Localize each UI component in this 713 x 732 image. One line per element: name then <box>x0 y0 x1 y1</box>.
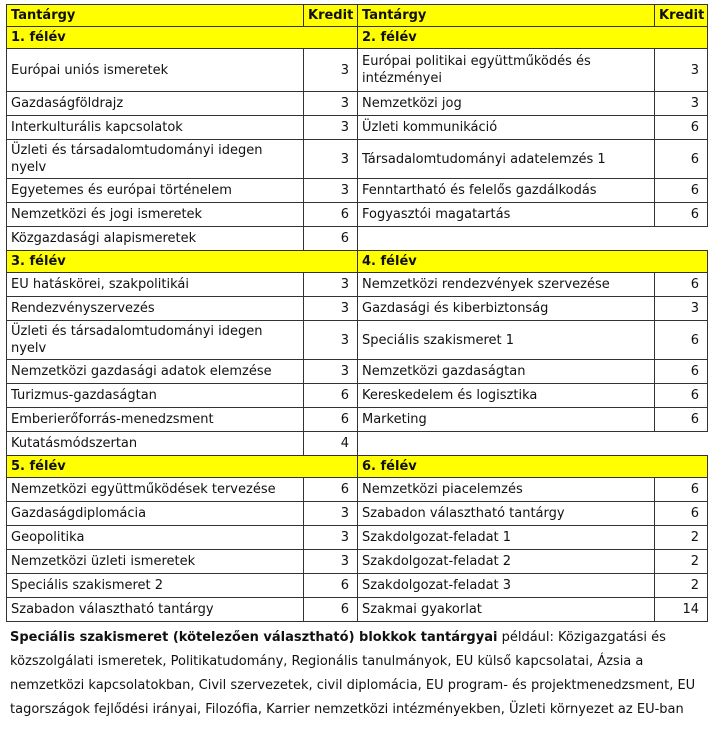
course-name: Speciális szakismeret 2 <box>7 574 304 598</box>
table-row <box>7 432 708 456</box>
course-credit: 6 <box>655 502 708 526</box>
table-row <box>7 297 708 321</box>
semester-title-row <box>7 251 708 273</box>
course-credit: 3 <box>304 360 358 384</box>
header-credit-left: Kredit <box>304 5 358 27</box>
course-name: Turizmus-gazdaságtan <box>7 384 304 408</box>
table-row <box>7 203 708 227</box>
course-credit: 3 <box>304 179 358 203</box>
course-credit: 6 <box>655 321 708 360</box>
course-credit: 6 <box>304 384 358 408</box>
table-row <box>7 273 708 297</box>
course-credit: 2 <box>655 526 708 550</box>
table-row <box>7 502 708 526</box>
empty-cell <box>358 432 708 456</box>
course-name: Üzleti kommunikáció <box>358 116 655 140</box>
table-row <box>7 227 708 251</box>
course-credit: 3 <box>655 297 708 321</box>
course-credit: 6 <box>304 574 358 598</box>
course-name: Nemzetközi és jogi ismeretek <box>7 203 304 227</box>
empty-cell <box>358 227 708 251</box>
course-credit: 3 <box>304 502 358 526</box>
course-name: Geopolitika <box>7 526 304 550</box>
course-credit: 6 <box>304 408 358 432</box>
course-credit: 6 <box>304 227 358 251</box>
header-credit-right: Kredit <box>655 5 708 27</box>
course-name: Nemzetközi jog <box>358 92 655 116</box>
curriculum-table <box>6 4 708 622</box>
course-credit: 6 <box>655 273 708 297</box>
course-credit: 3 <box>304 526 358 550</box>
semester-title-left: 1. félév <box>7 27 358 49</box>
course-name: Fenntartható és felelős gazdálkodás <box>358 179 655 203</box>
course-credit: 3 <box>304 297 358 321</box>
table-row <box>7 408 708 432</box>
course-name: Kereskedelem és logisztika <box>358 384 655 408</box>
course-name: Fogyasztói magatartás <box>358 203 655 227</box>
course-credit: 6 <box>304 478 358 502</box>
course-credit: 6 <box>304 203 358 227</box>
course-name: Kutatásmódszertan <box>7 432 304 456</box>
semester-title-row <box>7 456 708 478</box>
course-name: Rendezvényszervezés <box>7 297 304 321</box>
course-name: Üzleti és társadalomtudományi idegen nyelv <box>7 321 304 360</box>
note-text: : Közigazgatási és közszolgálati ismeretek, Politikatudomány, Regionális tanulmányok, EU külső kapcsolatai, Ázsia a nemzetközi kapcsolatokban, Civil szervezetek, civil diplomácia, EU program- és projektmenedzsment, EU tagországok fejlődési irányai, Filozófia, Karrier nemzetközi intézményekben, Üzleti környezet az EU-ban <box>10 630 696 717</box>
course-name: Egyetemes és európai történelem <box>7 179 304 203</box>
course-name: Szakdolgozat-feladat 1 <box>358 526 655 550</box>
table-row <box>7 598 708 622</box>
semester-title-left: 5. félév <box>7 456 358 478</box>
table-row <box>7 384 708 408</box>
semester-title-right: 6. félév <box>358 456 708 478</box>
course-name: Szakdolgozat-feladat 2 <box>358 550 655 574</box>
semester-title-left: 3. félév <box>7 251 358 273</box>
course-name: Nemzetközi rendezvények szervezése <box>358 273 655 297</box>
table-header-row <box>7 5 708 27</box>
course-credit: 6 <box>655 140 708 179</box>
header-subject-right: Tantárgy <box>358 5 655 27</box>
table-row <box>7 116 708 140</box>
course-credit: 3 <box>304 321 358 360</box>
course-name: Nemzetközi piacelemzés <box>358 478 655 502</box>
course-name: Közgazdasági alapismeretek <box>7 227 304 251</box>
course-credit: 4 <box>304 432 358 456</box>
course-name: Szabadon választható tantárgy <box>7 598 304 622</box>
table-row <box>7 49 708 92</box>
course-credit: 3 <box>304 273 358 297</box>
course-name: Szabadon választható tantárgy <box>358 502 655 526</box>
curriculum-table-body <box>7 5 708 622</box>
semester-title-right: 4. félév <box>358 251 708 273</box>
course-name: Üzleti és társadalomtudományi idegen nyelv <box>7 140 304 179</box>
course-name: Gazdaságdiplomácia <box>7 502 304 526</box>
course-credit: 2 <box>655 550 708 574</box>
course-credit: 6 <box>655 360 708 384</box>
course-credit: 6 <box>655 384 708 408</box>
course-name: Gazdaságföldrajz <box>7 92 304 116</box>
course-name: Speciális szakismeret 1 <box>358 321 655 360</box>
course-name: Európai uniós ismeretek <box>7 49 304 92</box>
note-example-word: például <box>501 630 550 645</box>
course-name: Interkulturális kapcsolatok <box>7 116 304 140</box>
course-name: Nemzetközi gazdasági adatok elemzése <box>7 360 304 384</box>
table-row <box>7 179 708 203</box>
table-row <box>7 574 708 598</box>
course-name: Nemzetközi üzleti ismeretek <box>7 550 304 574</box>
course-credit: 2 <box>655 574 708 598</box>
course-name: Nemzetközi együttműködések tervezése <box>7 478 304 502</box>
course-name: Gazdasági és kiberbiztonság <box>358 297 655 321</box>
course-name: EU hatáskörei, szakpolitikái <box>7 273 304 297</box>
table-row <box>7 360 708 384</box>
semester-title-row <box>7 27 708 49</box>
course-credit: 3 <box>304 550 358 574</box>
course-name: Szakdolgozat-feladat 3 <box>358 574 655 598</box>
table-row <box>7 140 708 179</box>
curriculum-table-wrapper <box>6 4 707 622</box>
course-credit: 3 <box>304 92 358 116</box>
course-credit: 6 <box>655 203 708 227</box>
course-credit: 6 <box>655 478 708 502</box>
table-row <box>7 321 708 360</box>
course-credit: 3 <box>304 140 358 179</box>
course-credit: 6 <box>655 179 708 203</box>
note-bold-heading: Speciális szakismeret (kötelezően választható) blokkok tantárgyai <box>10 630 498 645</box>
table-row <box>7 550 708 574</box>
course-name: Marketing <box>358 408 655 432</box>
semester-title-right: 2. félév <box>358 27 708 49</box>
course-name: Szakmai gyakorlat <box>358 598 655 622</box>
course-credit: 6 <box>304 598 358 622</box>
table-row <box>7 526 708 550</box>
course-credit: 3 <box>655 92 708 116</box>
course-name: Emberierőforrás-menedzsment <box>7 408 304 432</box>
course-name: Nemzetközi gazdaságtan <box>358 360 655 384</box>
course-credit: 6 <box>655 408 708 432</box>
course-credit: 14 <box>655 598 708 622</box>
course-credit: 3 <box>304 116 358 140</box>
special-modules-note <box>10 626 700 722</box>
table-row <box>7 92 708 116</box>
course-credit: 3 <box>304 49 358 92</box>
course-name: Társadalomtudományi adatelemzés 1 <box>358 140 655 179</box>
course-credit: 6 <box>655 116 708 140</box>
course-credit: 3 <box>655 49 708 92</box>
header-subject-left: Tantárgy <box>7 5 304 27</box>
table-row <box>7 478 708 502</box>
course-name: Európai politikai együttműködés és intézményei <box>358 49 655 92</box>
